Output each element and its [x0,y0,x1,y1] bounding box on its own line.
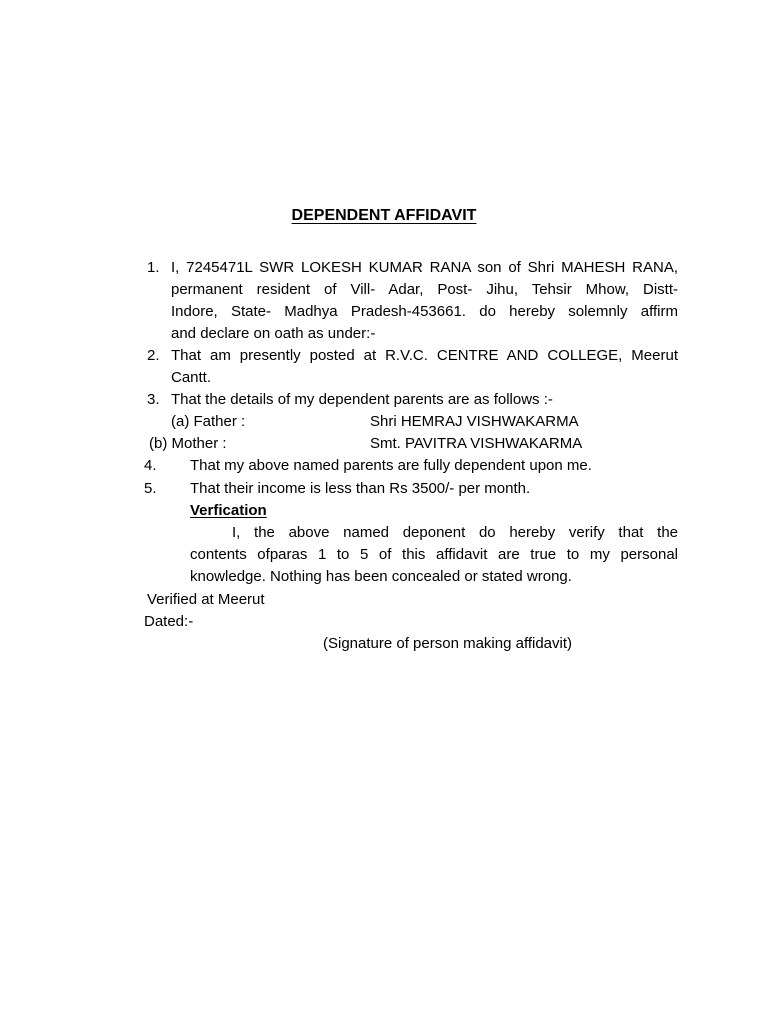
verified-at: Verified at Meerut [147,591,265,608]
para-2-number: 2. [147,347,160,364]
mother-label: (b) Mother : [149,435,227,452]
dated-label: Dated:- [144,613,194,630]
father-name: Shri HEMRAJ VISHWAKARMA [370,413,579,430]
verification-line-2: contents ofparas 1 to 5 of this affidavit are true to my personal [190,546,678,563]
para-2-line-1: That am presently posted at R.V.C. CENTRE AND COLLEGE, Meerut [171,347,678,364]
para-1-line-4: and declare on oath as under:- [171,325,376,342]
para-1-line-1: I, 7245471L SWR LOKESH KUMAR RANA son of Shri MAHESH RANA, [171,259,678,276]
document-title: DEPENDENT AFFIDAVIT [291,207,477,224]
mother-name: Smt. PAVITRA VISHWAKARMA [370,435,583,452]
para-3-text: That the details of my dependent parents are as follows :- [171,391,553,408]
father-label: (a) Father : [171,413,246,430]
verification-line-3: knowledge. Nothing has been concealed or stated wrong. [190,568,572,585]
para-1-number: 1. [147,259,160,276]
verification-heading: Verfication [190,502,267,519]
para-5-number: 5. [144,480,157,497]
verification-line-1: I, the above named deponent do hereby verify that the [232,524,678,541]
para-4-number: 4. [144,457,157,474]
para-3-number: 3. [147,391,160,408]
para-2-line-2: Cantt. [171,369,212,386]
para-1-line-2: permanent resident of Vill- Adar, Post- Jihu, Tehsir Mhow, Distt- [171,281,678,298]
para-1-line-3: Indore, State- Madhya Pradesh-453661. do hereby solemnly affirm [171,303,678,320]
signature-line: (Signature of person making affidavit) [323,635,573,652]
para-5-text: That their income is less than Rs 3500/- per month. [190,480,531,497]
para-4-text: That my above named parents are fully dependent upon me. [190,457,592,474]
